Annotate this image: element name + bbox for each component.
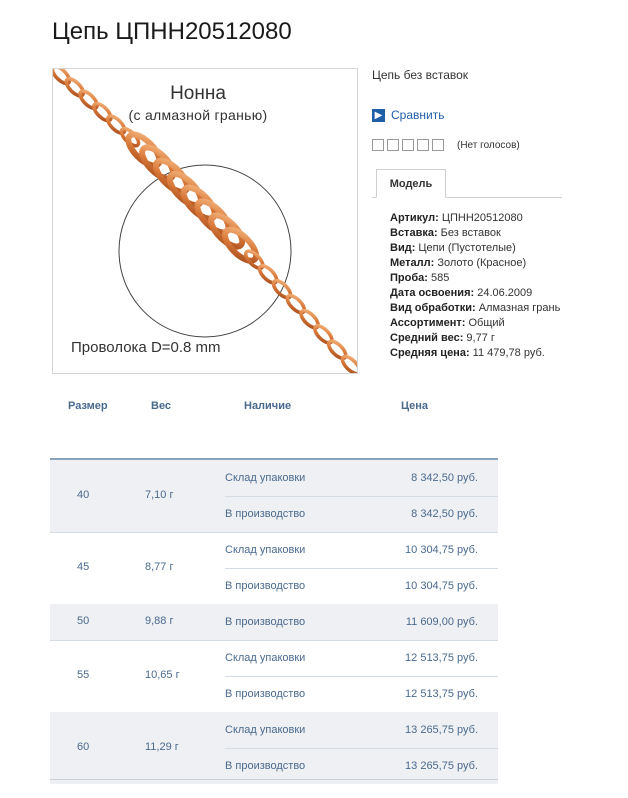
property-label: Ассортимент: — [390, 317, 466, 329]
size-cell: 45 — [77, 561, 90, 573]
star-icon[interactable] — [387, 139, 399, 151]
weight-cell: 11,29 г — [145, 741, 179, 753]
size-cell: 50 — [77, 615, 90, 627]
price-cell: 12 513,75 руб. — [405, 688, 478, 700]
availability-cell: В производство — [225, 580, 306, 592]
property-label: Проба: — [390, 272, 428, 284]
property-label: Вид обработки: — [390, 302, 476, 314]
property-label: Артикул: — [390, 212, 439, 224]
availability-cell: Склад упаковки — [225, 652, 306, 664]
price-cell: 12 513,75 руб. — [405, 652, 478, 664]
property-row — [390, 256, 560, 271]
table-row[interactable] — [50, 712, 498, 748]
price-cell: 8 342,50 руб. — [411, 472, 478, 484]
weight-cell: 10,65 г — [145, 669, 180, 681]
votes-label: (Нет голосов) — [457, 139, 520, 151]
weight-cell: 9,88 г — [145, 615, 174, 627]
availability-cell: Склад упаковки — [225, 544, 306, 556]
compare-label: Сравнить — [391, 108, 445, 122]
chain-link — [340, 354, 357, 373]
property-row — [390, 301, 560, 316]
row-divider — [225, 676, 498, 677]
price-cell: 10 304,75 руб. — [405, 580, 478, 592]
star-icon[interactable] — [417, 139, 429, 151]
row-divider — [225, 568, 498, 569]
property-value: ЦПНН20512080 — [438, 212, 523, 224]
size-group — [50, 640, 498, 712]
properties-list — [390, 211, 560, 361]
price-cell: 11 609,00 руб. — [405, 616, 478, 628]
table-bottom-border — [50, 779, 498, 780]
price-cell: 13 265,75 руб. — [405, 724, 478, 736]
property-value: Золото (Красное) — [434, 257, 527, 269]
arrow-right-icon: ▶ — [372, 109, 385, 122]
property-row — [390, 271, 560, 286]
availability-cell: Склад упаковки — [225, 472, 306, 484]
column-header-size[interactable]: Размер — [68, 400, 108, 412]
row-divider — [225, 748, 498, 749]
property-row — [390, 346, 560, 361]
star-icon[interactable] — [432, 139, 444, 151]
property-row — [390, 316, 560, 331]
property-value: Алмазная грань — [475, 302, 561, 314]
weight-cell: 7,10 г — [145, 489, 174, 501]
property-label: Дата освоения: — [390, 287, 475, 299]
property-label: Вставка: — [390, 227, 438, 239]
size-cell: 55 — [77, 669, 90, 681]
page-title: Цепь ЦПНН20512080 — [52, 18, 292, 45]
column-header-price[interactable]: Цена — [401, 400, 429, 412]
row-divider — [225, 496, 498, 497]
property-value: Общий — [465, 317, 505, 329]
availability-cell: В производство — [225, 616, 306, 628]
chain-name: Нонна — [170, 83, 226, 104]
property-label: Средний вес: — [390, 332, 464, 344]
column-header-availability[interactable]: Наличие — [244, 400, 292, 412]
availability-cell: В производство — [225, 508, 306, 520]
price-cell: 8 342,50 руб. — [411, 508, 478, 520]
property-label: Металл: — [390, 257, 435, 269]
tab-model[interactable]: Модель — [376, 169, 446, 198]
property-label: Вид: — [390, 242, 416, 254]
availability-cell: В производство — [225, 760, 306, 772]
property-row — [390, 211, 560, 226]
column-header-weight[interactable]: Вес — [151, 400, 172, 412]
property-row — [390, 226, 560, 241]
availability-cell: Склад упаковки — [225, 724, 306, 736]
table-row[interactable] — [50, 532, 498, 568]
size-group — [50, 604, 498, 640]
property-value: Цепи (Пустотелые) — [415, 242, 516, 254]
star-icon[interactable] — [402, 139, 414, 151]
price-cell: 13 265,75 руб. — [405, 760, 478, 772]
property-value: 11 479,78 руб. — [469, 347, 545, 359]
price-cell: 10 304,75 руб. — [405, 544, 478, 556]
rating — [372, 139, 520, 151]
wire-label: Проволока D=0.8 mm — [71, 339, 221, 356]
property-row — [390, 241, 560, 256]
product-subtitle: Цепь без вставок — [372, 68, 469, 82]
property-row — [390, 331, 560, 346]
product-image — [52, 68, 358, 374]
table-row[interactable] — [50, 676, 498, 712]
table-row[interactable] — [50, 640, 498, 676]
table-row[interactable] — [50, 604, 498, 640]
property-row — [390, 286, 560, 301]
size-group — [50, 712, 498, 784]
property-value: 9,77 г — [463, 332, 495, 344]
property-value: Без вставок — [437, 227, 501, 239]
chain-subtitle: (с алмазной гранью) — [128, 107, 268, 123]
size-cell: 60 — [77, 741, 90, 753]
star-icon[interactable] — [372, 139, 384, 151]
availability-cell: В производство — [225, 688, 306, 700]
property-value: 24.06.2009 — [474, 287, 533, 299]
table-row[interactable] — [50, 496, 498, 532]
table-row[interactable] — [50, 460, 498, 496]
table-row[interactable] — [50, 568, 498, 604]
weight-cell: 8,77 г — [145, 561, 174, 573]
size-group — [50, 532, 498, 604]
property-label: Средняя цена: — [390, 347, 470, 359]
size-cell: 40 — [77, 489, 90, 501]
compare-link[interactable] — [372, 108, 444, 122]
property-value: 585 — [427, 272, 450, 284]
size-group — [50, 460, 498, 532]
